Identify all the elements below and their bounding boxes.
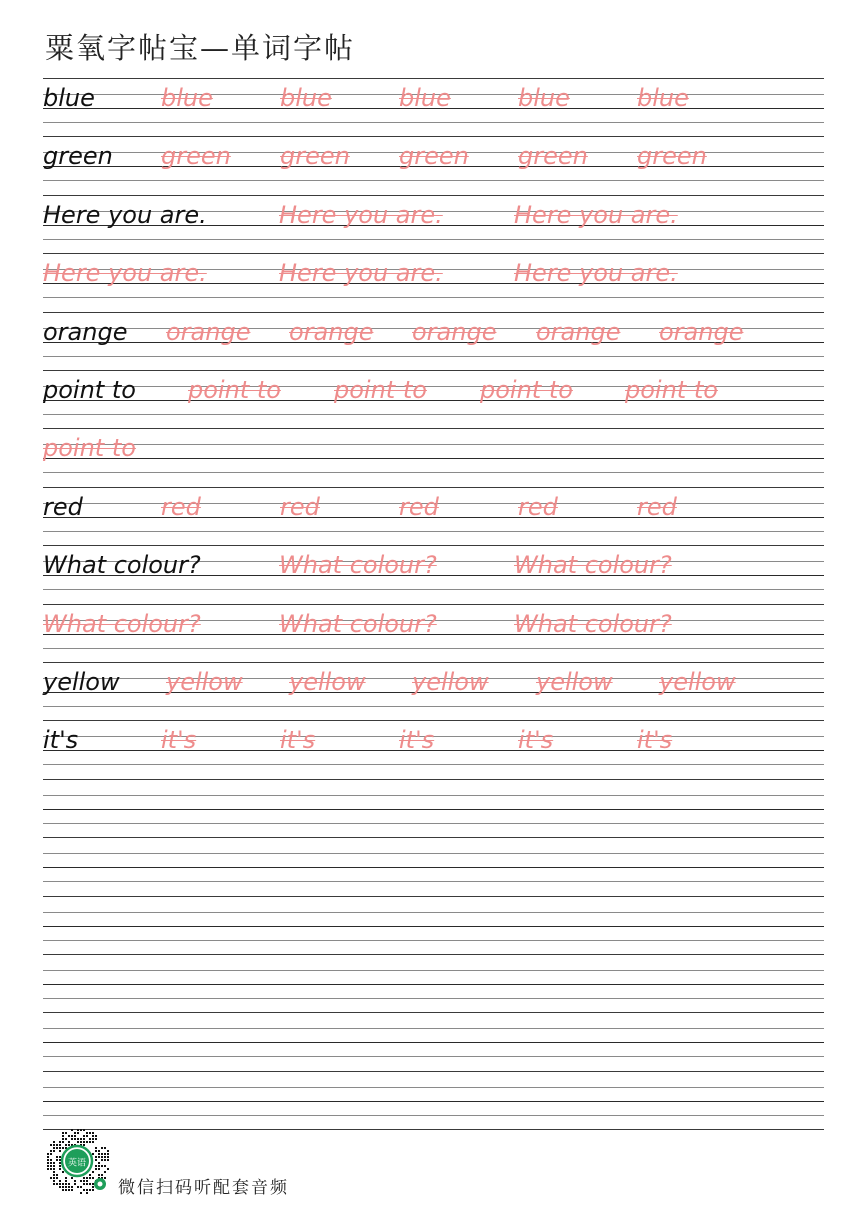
ruled-line — [43, 458, 824, 459]
trace-word: it's — [518, 726, 554, 755]
trace-word: green — [280, 142, 350, 171]
trace-word: What colour? — [43, 609, 201, 638]
trace-word: orange — [412, 317, 497, 346]
ruled-line — [43, 312, 824, 313]
trace-word: green — [399, 142, 469, 171]
trace-word: green — [637, 142, 707, 171]
trace-word: green — [161, 142, 231, 171]
trace-word: orange — [166, 317, 251, 346]
ruled-line — [43, 823, 824, 824]
trace-word: Here you are. — [279, 259, 443, 288]
model-word: yellow — [43, 668, 120, 696]
trace-word: Here you are. — [514, 259, 678, 288]
ruled-line — [43, 428, 824, 429]
trace-word: point to — [43, 434, 136, 463]
trace-word: point to — [334, 376, 427, 404]
ruled-line — [43, 78, 824, 79]
ruled-line — [43, 195, 824, 196]
ruled-line — [43, 764, 824, 765]
trace-word: point to — [480, 376, 573, 404]
ruled-line — [43, 180, 824, 181]
ruled-line — [43, 720, 824, 721]
trace-word: orange — [289, 317, 374, 346]
ruled-line — [43, 297, 824, 298]
trace-word: red — [518, 492, 558, 521]
trace-word: What colour? — [514, 609, 672, 638]
ruled-line — [43, 545, 824, 546]
trace-word: it's — [161, 726, 197, 755]
trace-word: red — [637, 492, 677, 521]
model-word: it's — [43, 726, 79, 755]
ruled-line — [43, 809, 824, 810]
trace-word: yellow — [289, 668, 366, 696]
trace-word: Here you are. — [514, 200, 678, 229]
ruled-line — [43, 253, 824, 254]
ruled-line — [43, 1071, 824, 1072]
trace-word: it's — [399, 726, 435, 755]
trace-word: blue — [399, 84, 451, 112]
trace-word: blue — [161, 84, 213, 112]
page-title: 粟氧字帖宝—单词字帖 — [45, 31, 356, 65]
ruled-line — [43, 1115, 824, 1116]
model-word: blue — [43, 84, 95, 112]
trace-word: red — [280, 492, 320, 521]
ruled-line — [43, 1042, 824, 1043]
trace-word: yellow — [536, 668, 613, 696]
handwriting-practice-sheet — [43, 0, 824, 1227]
ruled-line — [43, 604, 824, 605]
ruled-line — [43, 444, 824, 445]
ruled-line — [43, 1012, 824, 1013]
model-word: orange — [43, 317, 128, 346]
ruled-line — [43, 779, 824, 780]
trace-word: point to — [625, 376, 718, 404]
svg-text:英语: 英语 — [67, 1158, 87, 1169]
qr-code-icon[interactable] — [42, 1127, 112, 1197]
trace-word: What colour? — [514, 551, 672, 580]
ruled-line — [43, 896, 824, 897]
ruled-line — [43, 912, 824, 913]
model-word: Here you are. — [43, 200, 207, 229]
ruled-line — [43, 1028, 824, 1029]
trace-word: yellow — [412, 668, 489, 696]
ruled-line — [43, 648, 824, 649]
trace-word: orange — [659, 317, 744, 346]
ruled-line — [43, 414, 824, 415]
ruled-line — [43, 239, 824, 240]
trace-word: What colour? — [279, 551, 437, 580]
ruled-line — [43, 662, 824, 663]
ruled-line — [43, 1087, 824, 1088]
trace-word: it's — [637, 726, 673, 755]
ruled-line — [43, 531, 824, 532]
model-word: green — [43, 142, 113, 171]
trace-word: What colour? — [279, 609, 437, 638]
ruled-line — [43, 881, 824, 882]
trace-word: it's — [280, 726, 316, 755]
model-word: What colour? — [43, 551, 201, 580]
ruled-line — [43, 940, 824, 941]
ruled-line — [43, 370, 824, 371]
ruled-line — [43, 954, 824, 955]
ruled-line — [43, 853, 824, 854]
model-word: point to — [43, 376, 136, 404]
ruled-line — [43, 356, 824, 357]
ruled-line — [43, 1056, 824, 1057]
ruled-line — [43, 970, 824, 971]
ruled-line — [43, 1101, 824, 1102]
ruled-line — [43, 472, 824, 473]
trace-word: blue — [518, 84, 570, 112]
trace-word: blue — [637, 84, 689, 112]
footer — [42, 1127, 442, 1197]
trace-word: red — [161, 492, 201, 521]
ruled-line — [43, 837, 824, 838]
trace-word: green — [518, 142, 588, 171]
ruled-line — [43, 487, 824, 488]
ruled-line — [43, 589, 824, 590]
footer-caption: 微信扫码听配套音频 — [118, 1178, 289, 1198]
ruled-line — [43, 795, 824, 796]
trace-word: yellow — [659, 668, 736, 696]
trace-word: red — [399, 492, 439, 521]
model-word: red — [43, 492, 83, 521]
trace-word: Here you are. — [279, 200, 443, 229]
ruled-line — [43, 926, 824, 927]
trace-word: Here you are. — [43, 259, 207, 288]
ruled-line — [43, 998, 824, 999]
ruled-line — [43, 867, 824, 868]
ruled-line — [43, 122, 824, 123]
trace-word: orange — [536, 317, 621, 346]
trace-word: blue — [280, 84, 332, 112]
ruled-line — [43, 136, 824, 137]
trace-word: yellow — [166, 668, 243, 696]
ruled-line — [43, 706, 824, 707]
trace-word: point to — [188, 376, 281, 404]
ruled-line — [43, 984, 824, 985]
